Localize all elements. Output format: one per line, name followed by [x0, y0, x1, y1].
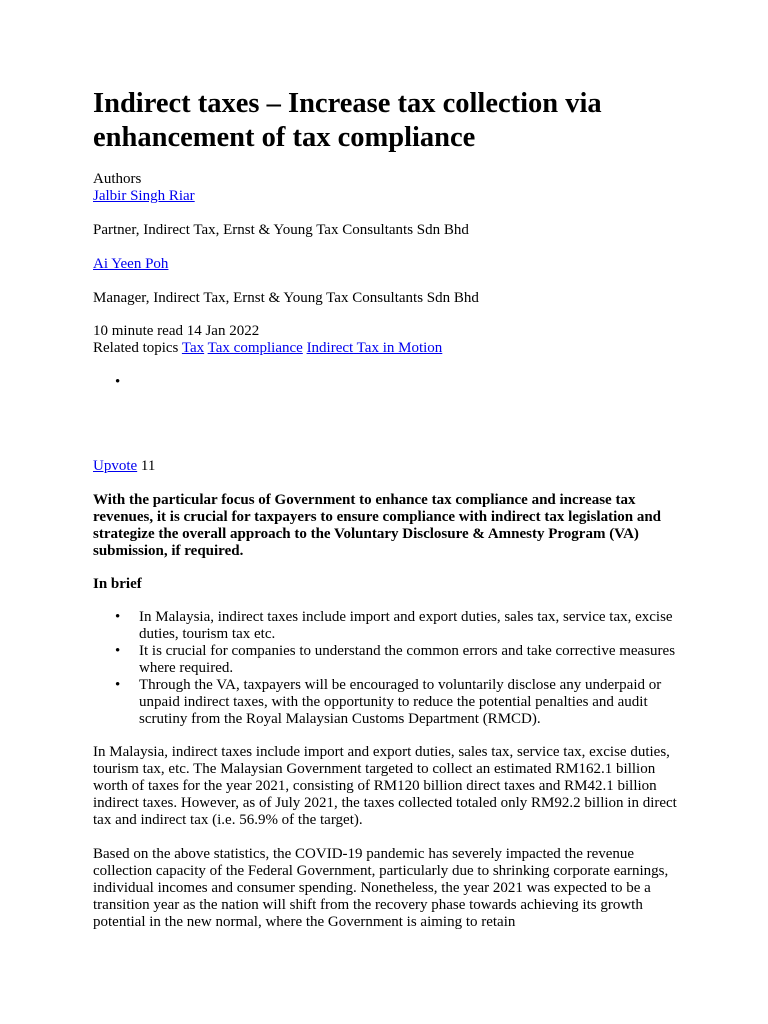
bullet-icon: •: [115, 609, 121, 625]
author-2-wrapper: [93, 256, 683, 273]
authors-label: Authors: [93, 171, 142, 187]
topic-link-tax[interactable]: Tax: [181, 340, 205, 356]
upvote-row: [93, 458, 683, 475]
list-item-text: Through the VA, taxpayers will be encouraged to voluntarily disclose any underpaid or unpaid indirect taxes, with the opportunity to reduce the potential penalties and audit scrutiny from the Royal Malaysian Customs Department (RMCD).: [139, 677, 662, 727]
upvote-count: 11: [140, 458, 156, 474]
list-item: [93, 677, 683, 728]
topic-link-indirect-tax-in-motion[interactable]: Indirect Tax in Motion: [306, 340, 443, 356]
intro-text: With the particular focus of Government to enhance tax compliance and increase tax revenues, it is crucial for taxpayers to ensure compliance with indirect tax legislation and strategize the overall approach to the Voluntary Disclosure & Amnesty Program (VA) submission, if required.: [93, 492, 662, 559]
author-1-role: Partner, Indirect Tax, Ernst & Young Tax Consultants Sdn Bhd: [93, 222, 469, 238]
empty-list-bullet: •: [115, 374, 121, 390]
list-item: [93, 609, 683, 643]
bullet-icon: •: [115, 643, 121, 659]
in-brief-heading: [93, 576, 683, 593]
list-item-text: In Malaysia, indirect taxes include import and export duties, sales tax, service tax, excise duties, tourism tax etc.: [139, 609, 673, 642]
page-title: Indirect taxes – Increase tax collection via enhancement of tax compliance: [93, 88, 602, 153]
author-1-wrapper: [93, 188, 683, 205]
upvote-link[interactable]: Upvote: [93, 458, 138, 474]
list-item: [93, 643, 683, 677]
related-topics-label: Related topics: [93, 340, 179, 356]
intro-paragraph: [93, 492, 683, 560]
related-topics: [93, 340, 683, 357]
list-item-text: It is crucial for companies to understand the common errors and take corrective measures where required.: [139, 643, 676, 676]
read-time: 10 minute read 14 Jan 2022: [93, 323, 260, 339]
author-2-role: Manager, Indirect Tax, Ernst & Young Tax Consultants Sdn Bhd: [93, 290, 479, 306]
body-paragraph-1: In Malaysia, indirect taxes include import and export duties, sales tax, service tax, excise duties, tourism tax, etc. The Malaysian Government targeted to collect an estimated RM162.1 billion worth of taxes for the year 2021, consisting of RM120 billion direct taxes and RM42.1 billion indirect taxes. However, as of July 2021, the taxes collected totaled only RM92.2 billion in direct tax and indirect tax (i.e. 56.9% of the target).: [93, 744, 677, 828]
in-brief-label: In brief: [93, 576, 142, 592]
body-paragraph-2: Based on the above statistics, the COVID-19 pandemic has severely impacted the revenue collection capacity of the Federal Government, particularly due to shrinking corporate earnings, individual incomes and consumer spending. Nonetheless, the year 2021 was expected to be a transition year as the nation will shift from the recovery phase towards achieving its growth potential in the new normal, where the Government is aiming to retain: [93, 846, 669, 930]
in-brief-list: [93, 609, 683, 728]
topic-link-tax-compliance[interactable]: Tax compliance: [207, 340, 303, 356]
author-1-link[interactable]: Jalbir Singh Riar: [93, 188, 195, 204]
bullet-icon: •: [115, 677, 121, 693]
author-2-link[interactable]: Ai Yeen Poh: [93, 256, 169, 272]
